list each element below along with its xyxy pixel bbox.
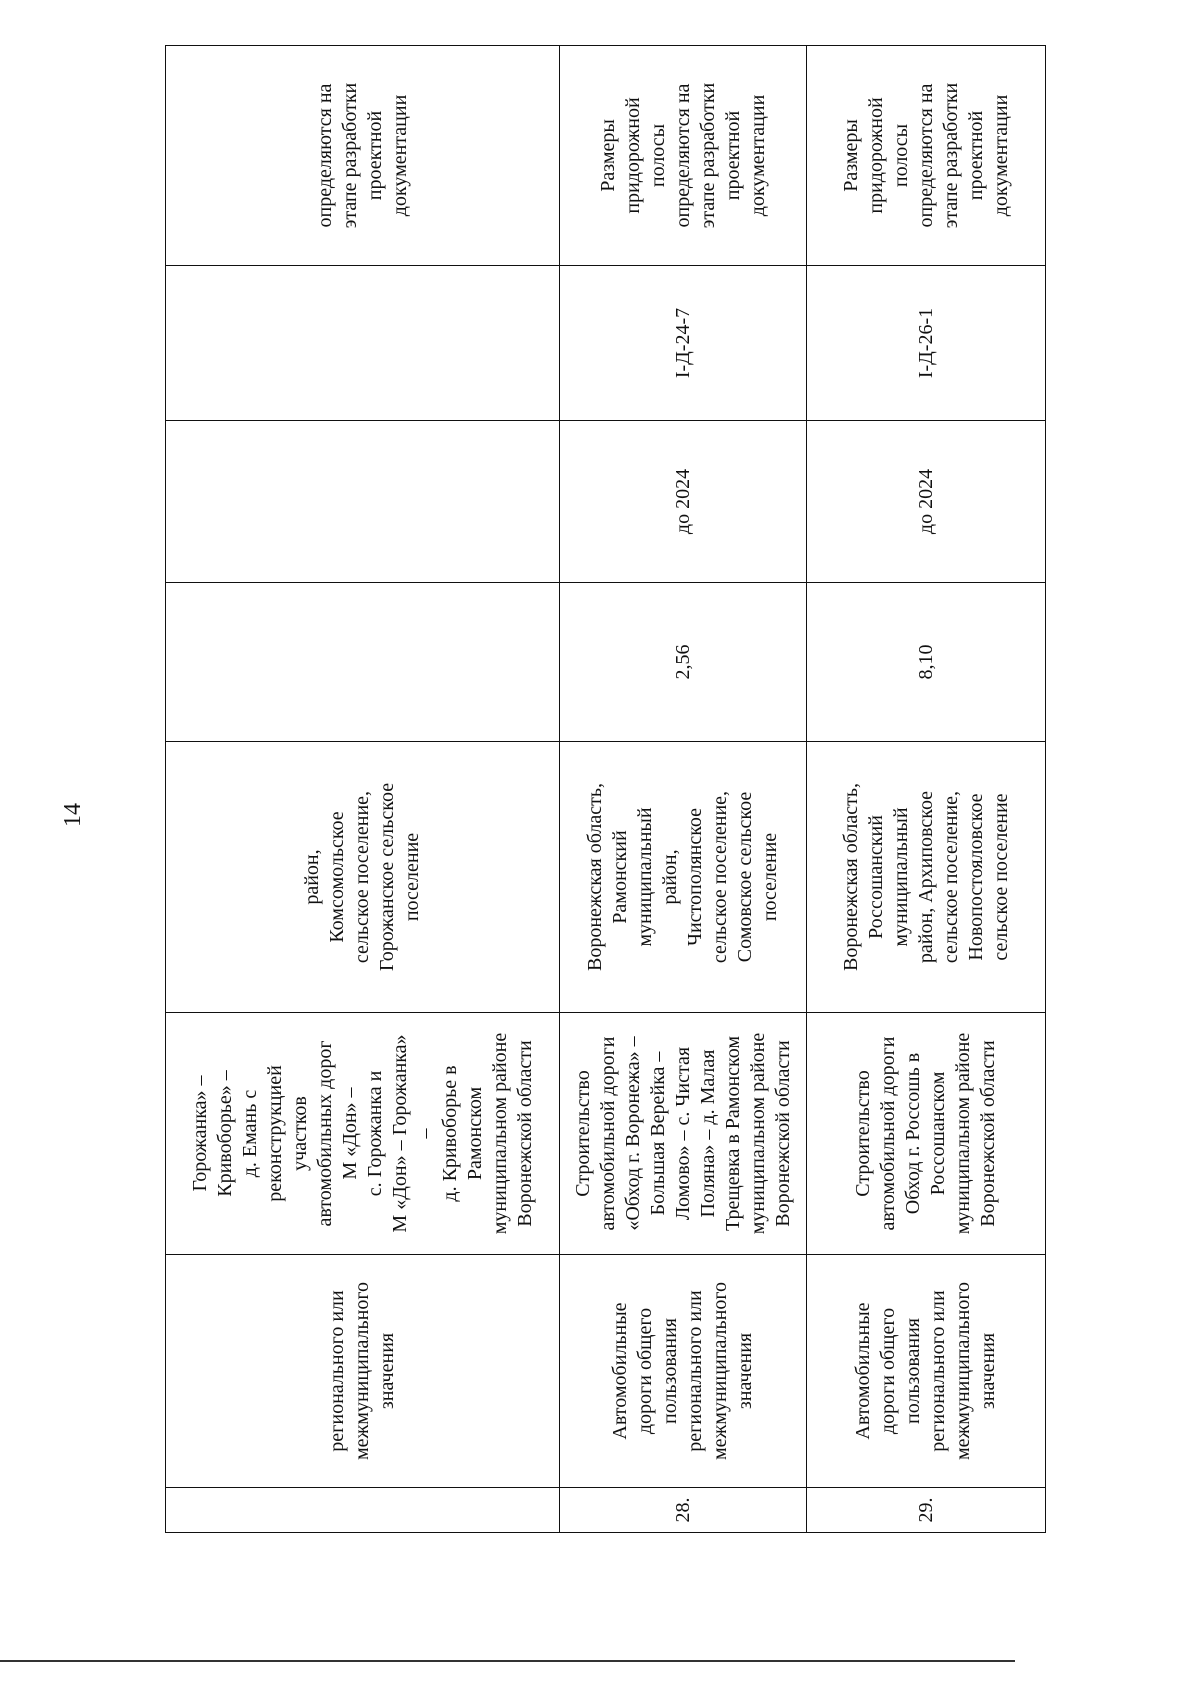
length-cell: 8,10 <box>807 583 1046 742</box>
bottom-rule <box>0 1660 1015 1662</box>
object-type-cell: регионального или межмуниципального значения <box>166 1255 560 1488</box>
note-cell: определяются на этапе разработки проектной документации <box>166 46 560 266</box>
code-cell: I-Д-26-1 <box>807 266 1046 421</box>
object-name-cell: Строительство автомобильной дороги «Обход г. Воронежа» – Большая Верейка – Ломово» – с. Чистая Поляна» – д. Малая Трещевка в Рамонском муниципальном районе Воронежской области <box>560 1013 807 1255</box>
object-type-cell: Автомобильные дороги общего пользования регионального или межмуниципального значения <box>560 1255 807 1488</box>
code-cell: I-Д-24-7 <box>560 266 807 421</box>
object-name-cell: Строительство автомобильной дороги Обход г. Россошь в Россошанском муниципальном районе Воронежской области <box>807 1013 1046 1255</box>
code-cell <box>166 266 560 421</box>
objects-table <box>165 45 1046 1533</box>
table-row-continuation <box>166 46 560 1533</box>
table-row-28 <box>560 46 807 1533</box>
table-row-29 <box>807 46 1046 1533</box>
row-number: 29. <box>807 1488 1046 1533</box>
object-name-cell: Горожанка» – Кривоборье» – д. Емань с реконструкцией участков автомобильных дорог М «Дон» – с. Горожанка и М «Дон» – Горожанка» – д. Кривоборье в Рамонском муниципальном районе Воронежской области <box>166 1013 560 1255</box>
rotated-table-wrapper <box>165 46 1045 1533</box>
location-cell: Воронежская область, Россошанский муниципальный район, Архиповское сельское поселение, Новопостояловское сельское поселение <box>807 742 1046 1013</box>
length-cell <box>166 583 560 742</box>
deadline-cell <box>166 421 560 583</box>
page-number: 14 <box>60 803 86 827</box>
deadline-cell: до 2024 <box>560 421 807 583</box>
length-cell: 2,56 <box>560 583 807 742</box>
location-cell: район, Комсомольское сельское поселение, Горожанское сельское поселение <box>166 742 560 1013</box>
note-cell: Размеры придорожной полосы определяются на этапе разработки проектной документации <box>807 46 1046 266</box>
object-type-cell: Автомобильные дороги общего пользования регионального или межмуниципального значения <box>807 1255 1046 1488</box>
row-number <box>166 1488 560 1533</box>
location-cell: Воронежская область, Рамонский муниципальный район, Чистополянское сельское поселение, Сомовское сельское поселение <box>560 742 807 1013</box>
deadline-cell: до 2024 <box>807 421 1046 583</box>
row-number: 28. <box>560 1488 807 1533</box>
note-cell: Размеры придорожной полосы определяются на этапе разработки проектной документации <box>560 46 807 266</box>
